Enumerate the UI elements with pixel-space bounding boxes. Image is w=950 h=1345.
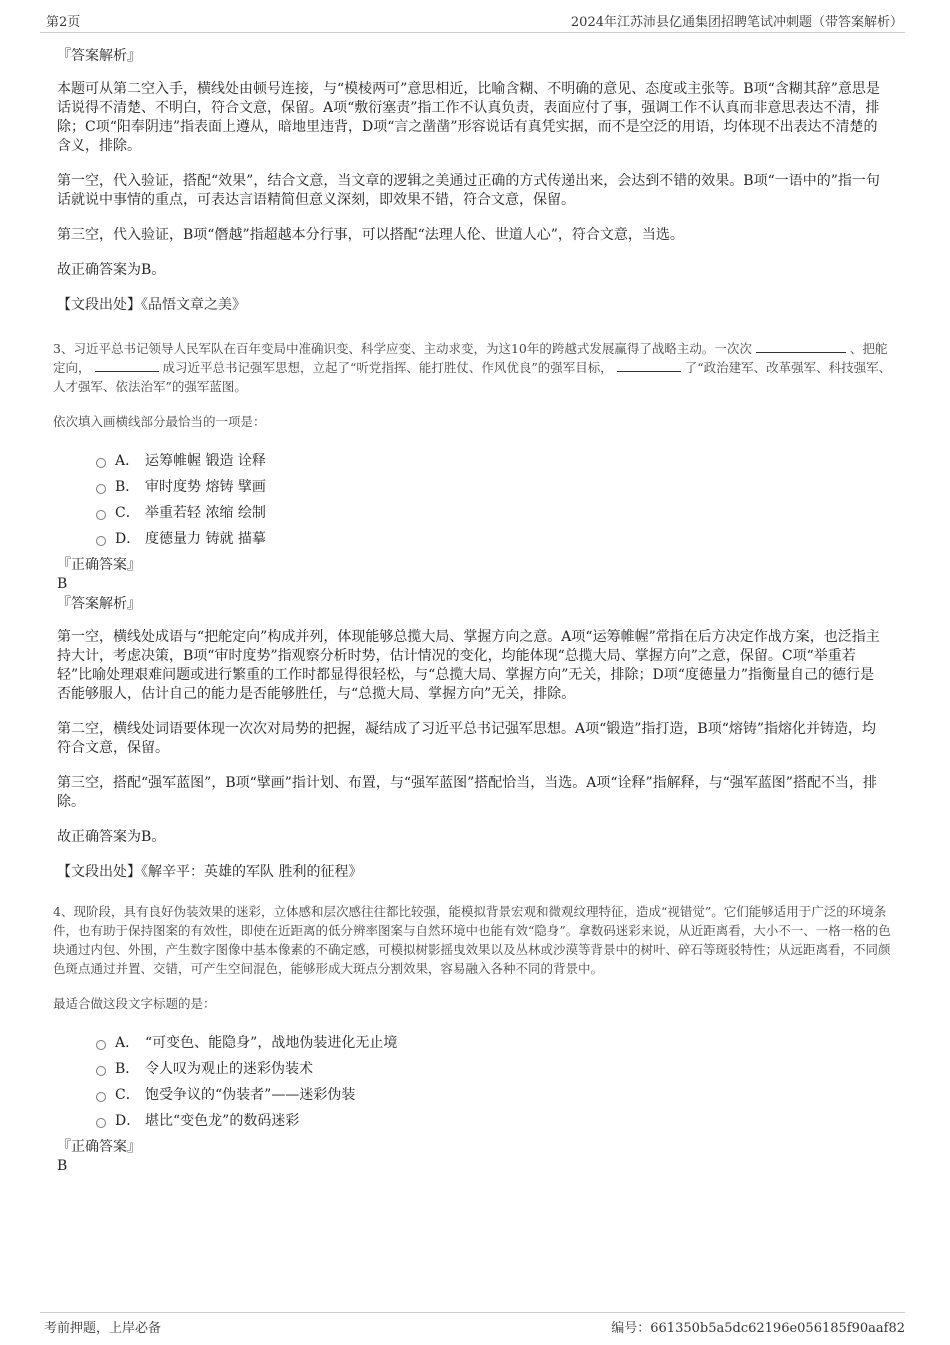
correct-answer-label: 『正确答案』 [57,1139,141,1155]
question-3-text: 3、习近平总书记领导人民军队在百年变局中准确识变、科学应变、主动求变，为这10年的跨越式发展赢得了战略主动。一次次 、把舵定向， 成习近平总书记强军思想，立起了“听党指挥、能打胜仗、作风优良”的强军目标， 了“政治建军、改革强军、科技强军、人才强军、依法治军”的强军蓝图。 [53,341,892,394]
radio-icon[interactable] [96,484,106,494]
correct-answer-value: B [57,576,68,592]
option-a[interactable]: A． 运筹帷幄 锻造 诠释 [96,448,887,474]
footer-slogan: 考前押题，上岸必备 [44,1321,162,1336]
fill-blank-2 [95,359,159,372]
analysis-paragraph: 第一空，横线处成语与“把舵定向”构成并列，体现能够总揽大局、掌握方向之意。A项“运筹帷幄”常指在后方决定作战方案，也泛指主持大计，考虑决策，B项“审时度势”指观察分析时势，估计情况的变化，均能体现“总揽大局、掌握方向”之意，保留。C项“举重若轻”比喻处理艰难问题或进行繁重的工作时都显得很轻松，与“总揽大局、掌握方向”无关，排除；D项“度德量力”指衡量自己的德行是否能够服人，估计自己的能力是否能够胜任，与“总揽大局、掌握方向”无关，排除。 [57,629,880,702]
radio-icon[interactable] [96,536,106,546]
correct-answer-label: 『正确答案』 [57,557,141,573]
radio-icon[interactable] [96,1092,106,1102]
option-d[interactable]: D． 堪比“变色龙”的数码迷彩 [96,1108,887,1134]
option-b[interactable]: B． 审时度势 熔铸 擘画 [96,474,887,500]
question-4-prompt: 最适合做这段文字标题的是： [53,996,216,1011]
radio-icon[interactable] [96,510,106,520]
radio-icon[interactable] [96,1118,106,1128]
correct-answer-value: B [57,1158,68,1174]
page-header [40,0,905,33]
option-a[interactable]: A． “可变色、能隐身”，战地伪装进化无止境 [96,1030,887,1056]
option-d[interactable]: D． 度德量力 铸就 描摹 [96,526,887,552]
answer-conclusion: 故正确答案为B。 [57,262,166,278]
page-content [53,46,892,1176]
page-footer [40,1312,905,1336]
analysis-paragraph: 第一空，代入验证，搭配“效果”，结合文意，当文章的逻辑之美通过正确的方式传递出来，会达到不错的效果。B项“一语中的”指一句话就说中事情的重点，可表达言语精简但意义深刻，即效果不错，符合文意，保留。 [57,173,880,208]
page-number: 第2页 [46,15,81,30]
question-4-text: 4、现阶段，具有良好伪装效果的迷彩，立体感和层次感往往都比较强，能模拟背景宏观和微观纹理特征，造成“视错觉”。它们能够适用于广泛的环境条件，也有助于保持图案的有效性，即使在近距离的低分辨率图案与自然环境中也能有效“隐身”。拿数码迷彩来说，从近距离看，大小不一、一格一格的色块通过内包、外围，产生数字图像中基本像素的不确定感，可模拟树影摇曳效果以及丛林或沙漠等背景中的树叶、碎石等斑驳特性；从远距离看，不同颜色斑点通过并置、交错，可产生空间混色，能够形成大斑点分割效果，容易融入各种不同的背景中。 [53,904,891,976]
analysis-label: 『答案解析』 [57,596,141,612]
radio-icon[interactable] [96,1066,106,1076]
analysis-paragraph: 第三空，搭配“强军蓝图”，B项“擘画”指计划、布置，与“强军蓝图”搭配恰当，当选。A项“诠释”指解释，与“强军蓝图”搭配不当，排除。 [57,775,877,810]
option-c[interactable]: C． 举重若轻 浓缩 绘制 [96,500,887,526]
document-title: 2024年江苏沛县亿通集团招聘笔试冲刺题（带答案解析） [570,15,903,30]
question-3-options [57,448,887,552]
analysis-paragraph: 第二空，横线处词语要体现一次次对局势的把握，凝结成了习近平总书记强军思想。A项“锻造”指打造，B项“熔铸”指熔化并铸造，均符合文意，保留。 [57,721,877,756]
analysis-paragraph: 本题可从第二空入手，横线处由顿号连接，与“模棱两可”意思相近，比喻含糊、不明确的意见、态度或主张等。B项“含糊其辞”意思是话说得不清楚、不明白，符合文意，保留。A项“敷衍塞责”指工作不认真负责，表面应付了事，强调工作不认真而非意思表达不清，排除；C项“阳奉阴违”指表面上遵从，暗地里违背，D项“言之凿凿”形容说话有真凭实据，而不是空泛的用语，均体现不出表达不清楚的含义，排除。 [57,81,880,154]
radio-icon[interactable] [96,458,106,468]
answer-conclusion: 故正确答案为B。 [57,829,166,845]
fill-blank-1 [756,340,846,353]
question-3-prompt: 依次填入画横线部分最恰当的一项是： [53,414,266,429]
source-citation: 【文段出处】《品悟文章之美》 [57,297,246,313]
analysis-paragraph: 第三空，代入验证，B项“僭越”指超越本分行事，可以搭配“法理人伦、世道人心”，符合文意，当选。 [57,227,684,243]
document-id: 编号：661350b5a5dc62196e056185f90aaf82 [611,1321,905,1336]
source-citation: 【文段出处】《解辛平：英雄的军队 胜利的征程》 [57,864,363,880]
analysis-label: 『答案解析』 [57,48,141,64]
question-4-options [57,1030,887,1134]
radio-icon[interactable] [96,1040,106,1050]
option-c[interactable]: C． 饱受争议的“伪装者”——迷彩伪装 [96,1082,887,1108]
option-b[interactable]: B． 令人叹为观止的迷彩伪装术 [96,1056,887,1082]
fill-blank-3 [617,359,681,372]
